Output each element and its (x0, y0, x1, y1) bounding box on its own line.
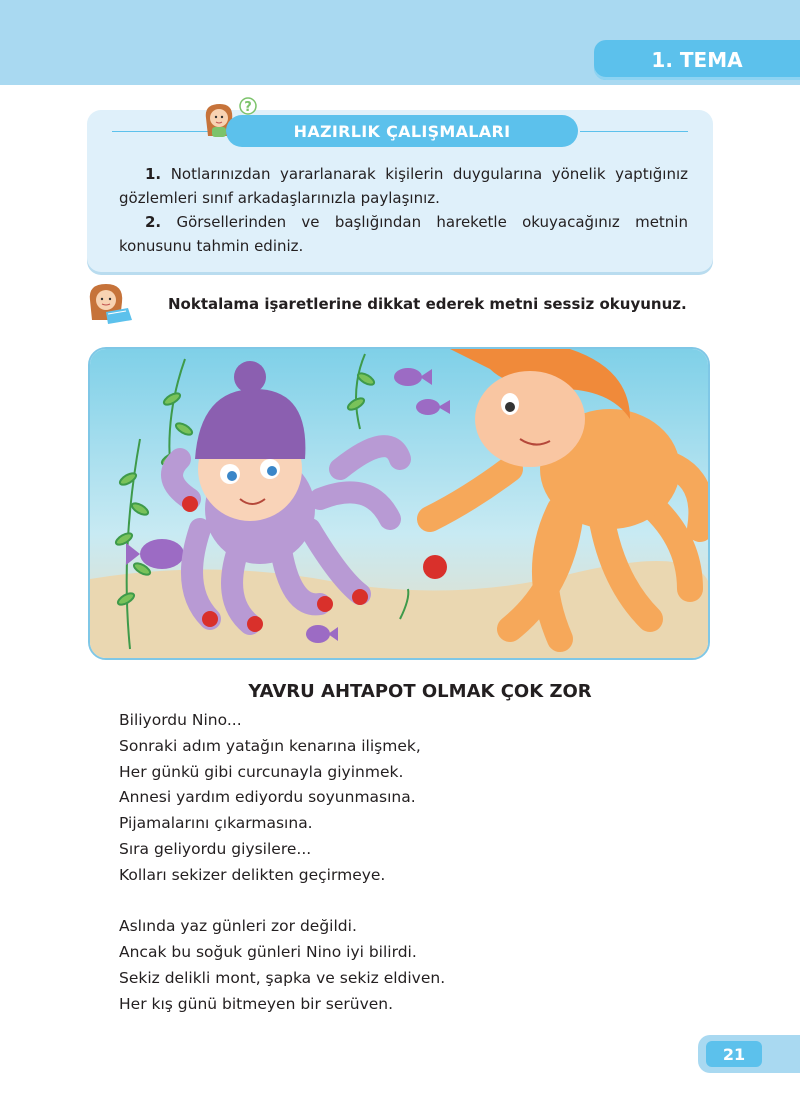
poem-line: Sıra geliyordu giysilere... (119, 839, 312, 858)
poem-line: Sekiz delikli mont, şapka ve sekiz eldiven. (119, 968, 446, 987)
reading-instruction: Noktalama işaretlerine dikkat ederek metni sessiz okuyunuz. (168, 295, 687, 313)
item-number: 2. (145, 213, 162, 231)
item-number: 1. (145, 165, 162, 183)
story-title: YAVRU AHTAPOT OLMAK ÇOK ZOR (248, 681, 592, 702)
item-text: Görsellerinden ve başlığından hareketle okuyacağınız metnin konusunu tahmin ediniz. (119, 213, 688, 255)
page-number (706, 1041, 762, 1067)
poem-line: Her günkü gibi curcunayla giyinmek. (119, 762, 404, 781)
preparation-title-text: HAZIRLIK ÇALIŞMALARI (293, 121, 511, 141)
poem-line: Sonraki adım yatağın kenarına ilişmek, (119, 736, 421, 755)
preparation-item-1 (119, 162, 688, 210)
octopus-illustration (88, 347, 710, 660)
theme-label: 1. TEMA (651, 48, 743, 72)
item-text: Notlarınızdan yararlanarak kişilerin duygularına yönelik yaptığınız gözlemleri sınıf arkadaşlarınızla paylaşınız. (119, 165, 688, 207)
poem-line: Biliyordu Nino... (119, 711, 242, 729)
svg-text:?: ? (244, 100, 252, 115)
page-number-text: 21 (722, 1044, 746, 1064)
reading-girl-icon (84, 280, 140, 330)
poem-line: Pijamalarını çıkarmasına. (119, 814, 313, 833)
poem-line: Aslında yaz günleri zor değildi. (119, 917, 357, 936)
preparation-title (226, 115, 578, 147)
poem (119, 708, 679, 1018)
divider-right (580, 131, 688, 132)
theme-tab (594, 40, 800, 80)
poem-line: Annesi yardım ediyordu soyunmasına. (119, 788, 416, 807)
stanza-gap (119, 889, 679, 915)
poem-line: Ancak bu soğuk günleri Nino iyi bilirdi. (119, 943, 417, 962)
preparation-item-2 (119, 210, 688, 258)
poem-line: Kolları sekizer delikten geçirmeye. (119, 865, 386, 884)
poem-line: Her kış günü bitmeyen bir serüven. (119, 994, 394, 1013)
